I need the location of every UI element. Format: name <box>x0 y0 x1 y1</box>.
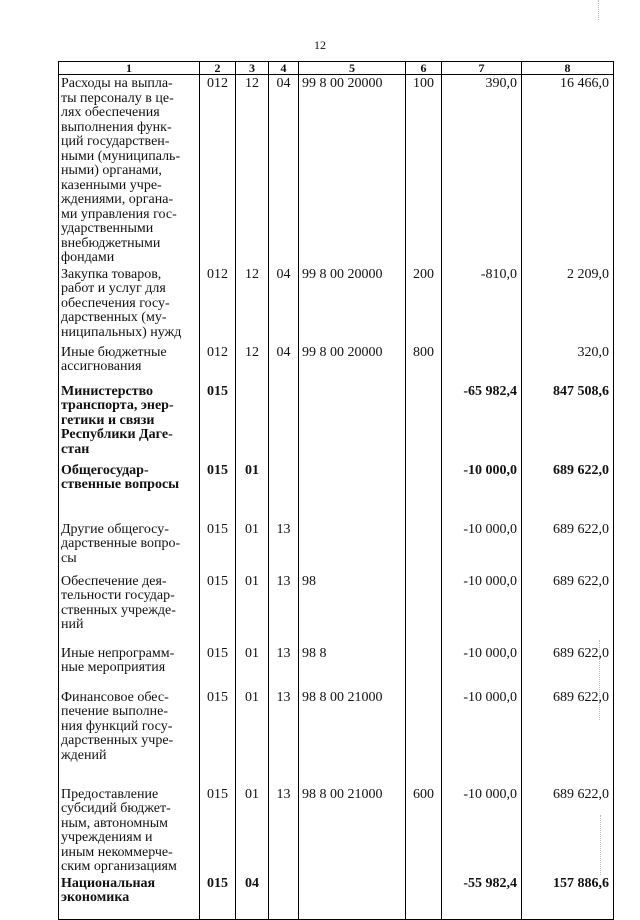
table-body <box>59 75 614 920</box>
row-col6 <box>406 875 442 920</box>
column-header-4: 4 <box>269 62 299 75</box>
row-col2: 015 <box>200 573 236 645</box>
row-col7: -55 982,4 <box>442 875 522 920</box>
scan-artifact-line <box>600 815 601 875</box>
row-col7: -810,0 <box>442 266 522 344</box>
row-col7: -10 000,0 <box>442 786 522 875</box>
row-name: Расходы на выпла- ты персоналу в це- лях обеспечения выполнения функ- ций государствен- ными (муниципаль- ными) органами, казенными учре- ждениями, органа- ми управления гос- ударственными внебюджетными фондами <box>59 75 200 266</box>
row-col5 <box>299 875 406 920</box>
row-col5: 99 8 00 20000 <box>299 344 406 383</box>
header-row <box>59 62 614 75</box>
table-row <box>59 521 614 573</box>
row-col5: 98 <box>299 573 406 645</box>
row-col4 <box>269 462 299 521</box>
row-col5: 98 8 00 21000 <box>299 786 406 875</box>
row-name: Другие общегосу- дарственные вопро- сы <box>59 521 200 573</box>
row-col6 <box>406 462 442 521</box>
row-col3 <box>236 383 269 462</box>
row-col4 <box>269 383 299 462</box>
table-row <box>59 645 614 689</box>
row-col7: -10 000,0 <box>442 645 522 689</box>
table-row <box>59 786 614 875</box>
row-col4: 04 <box>269 344 299 383</box>
column-header-3: 3 <box>236 62 269 75</box>
row-col8: 689 622,0 <box>522 689 614 786</box>
row-col8: 689 622,0 <box>522 462 614 521</box>
table-row <box>59 573 614 645</box>
row-col2: 015 <box>200 383 236 462</box>
row-name: Иные непрограмм- ные мероприятия <box>59 645 200 689</box>
row-col8: 157 886,6 <box>522 875 614 920</box>
row-col8: 689 622,0 <box>522 573 614 645</box>
row-col3: 04 <box>236 875 269 920</box>
row-col4: 13 <box>269 786 299 875</box>
row-col4: 13 <box>269 521 299 573</box>
row-name: Министерство транспорта, энер- гетики и связи Республики Даге- стан <box>59 383 200 462</box>
column-header-2: 2 <box>200 62 236 75</box>
row-name: Предоставление субсидий бюджет- ным, автономным учреждениям и иным некоммерче- ским организациям <box>59 786 200 875</box>
row-col2: 015 <box>200 462 236 521</box>
row-name: Общегосудар- ственные вопросы <box>59 462 200 521</box>
row-col6: 600 <box>406 786 442 875</box>
row-col2: 015 <box>200 689 236 786</box>
row-col4: 04 <box>269 266 299 344</box>
row-col8: 320,0 <box>522 344 614 383</box>
row-col2: 015 <box>200 875 236 920</box>
row-col3: 01 <box>236 689 269 786</box>
row-col2: 015 <box>200 645 236 689</box>
row-name: Обеспечение дея- тельности государ- ственных учрежде- ний <box>59 573 200 645</box>
row-name: Национальная экономика <box>59 875 200 920</box>
row-col3: 01 <box>236 573 269 645</box>
row-col8: 689 622,0 <box>522 521 614 573</box>
row-col5: 99 8 00 20000 <box>299 266 406 344</box>
row-name: Закупка товаров, работ и услуг для обеспечения госу- дарственных (му- ниципальных) нужд <box>59 266 200 344</box>
row-col6: 800 <box>406 344 442 383</box>
row-col3: 01 <box>236 786 269 875</box>
row-col5 <box>299 383 406 462</box>
row-col7: -10 000,0 <box>442 521 522 573</box>
row-col5 <box>299 521 406 573</box>
scan-artifact-line <box>598 0 599 20</box>
table-row <box>59 383 614 462</box>
scan-artifact-line <box>599 640 600 720</box>
column-header-7: 7 <box>442 62 522 75</box>
row-col2: 015 <box>200 521 236 573</box>
row-col5: 98 8 <box>299 645 406 689</box>
row-col3: 01 <box>236 645 269 689</box>
row-col6 <box>406 383 442 462</box>
row-col3: 01 <box>236 462 269 521</box>
row-col5 <box>299 462 406 521</box>
row-col6: 100 <box>406 75 442 266</box>
row-col8: 689 622,0 <box>522 645 614 689</box>
column-header-1: 1 <box>59 62 200 75</box>
row-col8: 2 209,0 <box>522 266 614 344</box>
row-col4: 13 <box>269 573 299 645</box>
row-col6 <box>406 573 442 645</box>
row-col7 <box>442 344 522 383</box>
row-col3: 12 <box>236 344 269 383</box>
row-col3: 12 <box>236 75 269 266</box>
table-row <box>59 75 614 266</box>
table-row <box>59 689 614 786</box>
row-name: Финансовое обес- печение выполне- ния функций госу- дарственных учре- ждений <box>59 689 200 786</box>
row-col4: 13 <box>269 689 299 786</box>
row-col3: 01 <box>236 521 269 573</box>
column-header-8: 8 <box>522 62 614 75</box>
table-row <box>59 875 614 920</box>
row-col4 <box>269 875 299 920</box>
row-col7: -10 000,0 <box>442 573 522 645</box>
budget-table <box>58 61 614 920</box>
column-header-6: 6 <box>406 62 442 75</box>
row-col6 <box>406 689 442 786</box>
row-col4: 13 <box>269 645 299 689</box>
row-name: Иные бюджетные ассигнования <box>59 344 200 383</box>
row-col2: 012 <box>200 344 236 383</box>
row-col2: 012 <box>200 75 236 266</box>
row-col8: 689 622,0 <box>522 786 614 875</box>
table-row <box>59 462 614 521</box>
row-col8: 16 466,0 <box>522 75 614 266</box>
row-col6 <box>406 645 442 689</box>
row-col6: 200 <box>406 266 442 344</box>
row-col2: 015 <box>200 786 236 875</box>
table-row <box>59 266 614 344</box>
row-col6 <box>406 521 442 573</box>
row-col7: -65 982,4 <box>442 383 522 462</box>
row-col7: -10 000,0 <box>442 689 522 786</box>
row-col3: 12 <box>236 266 269 344</box>
table-row <box>59 344 614 383</box>
row-col4: 04 <box>269 75 299 266</box>
row-col8: 847 508,6 <box>522 383 614 462</box>
row-col7: -10 000,0 <box>442 462 522 521</box>
column-header-5: 5 <box>299 62 406 75</box>
row-col5: 98 8 00 21000 <box>299 689 406 786</box>
row-col2: 012 <box>200 266 236 344</box>
row-col7: 390,0 <box>442 75 522 266</box>
budget-table-container <box>58 61 614 920</box>
page-number: 12 <box>314 38 326 52</box>
row-col5: 99 8 00 20000 <box>299 75 406 266</box>
